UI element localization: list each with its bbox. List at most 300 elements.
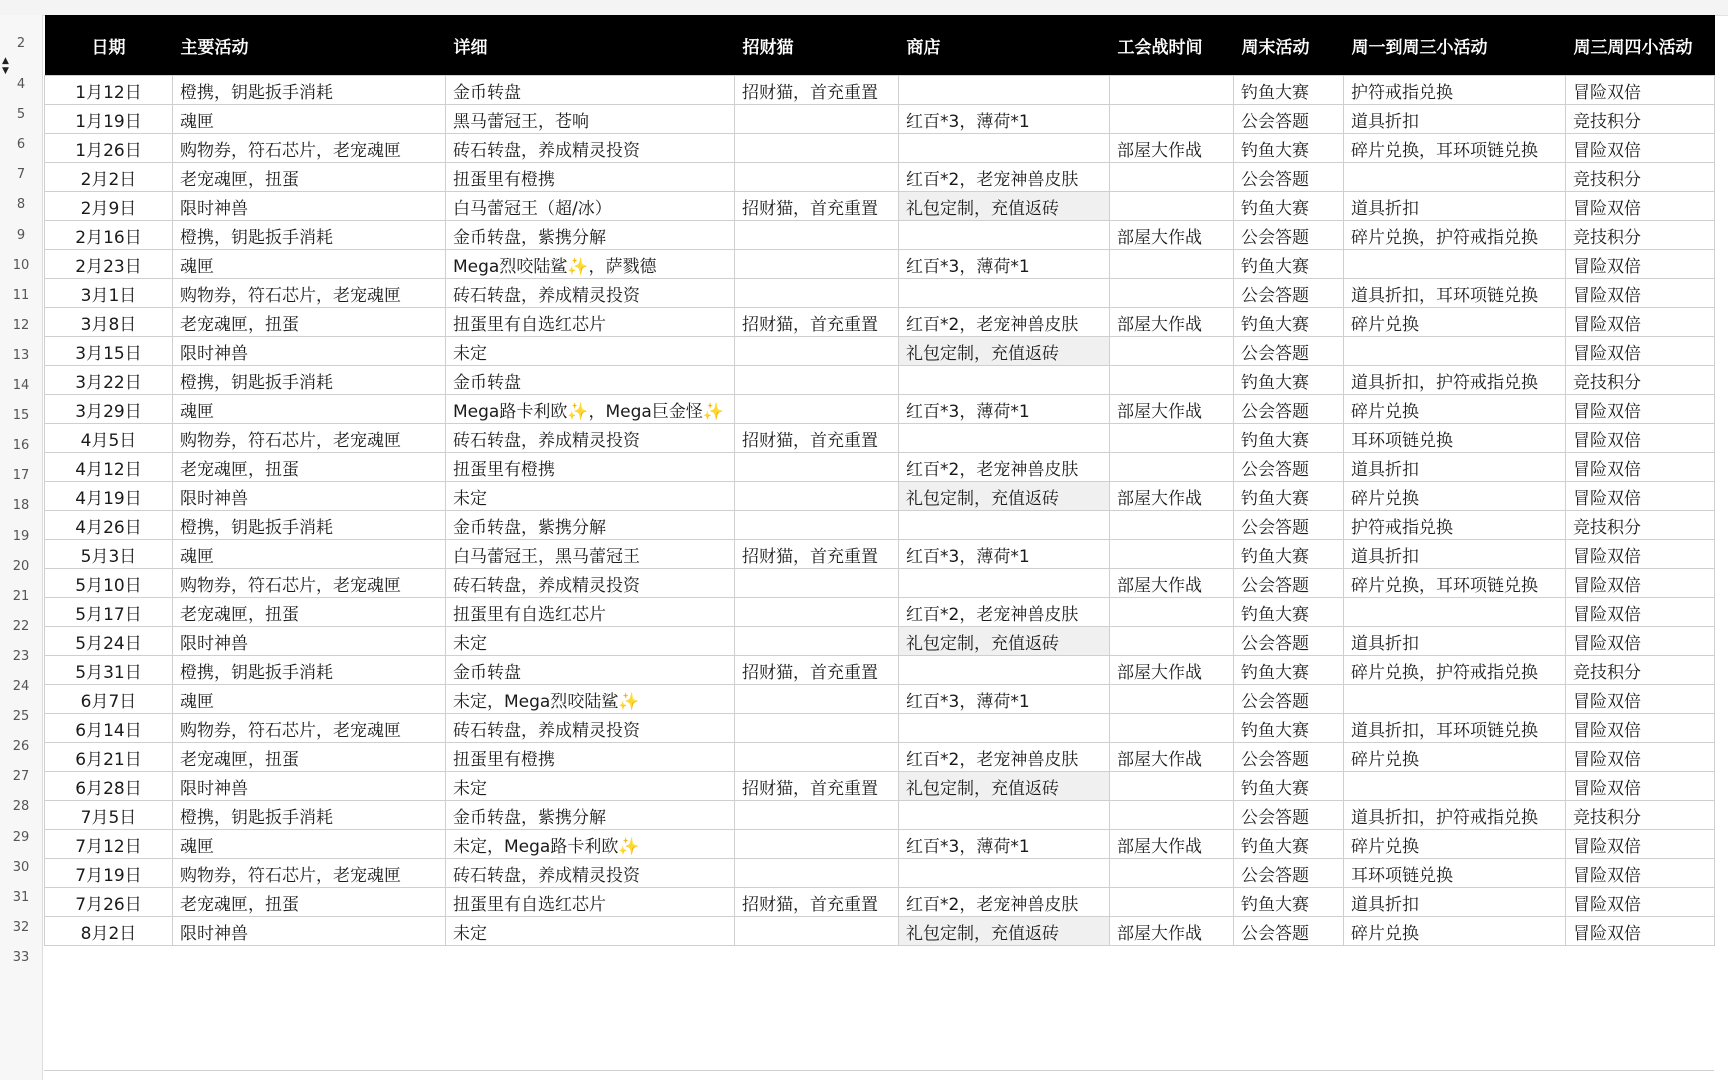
date-cell[interactable]: 4月12日 <box>45 453 173 482</box>
row-number[interactable]: 33 <box>12 949 30 965</box>
guild-war-cell[interactable] <box>1110 250 1234 279</box>
main-activity-cell[interactable]: 魂匣 <box>173 685 446 714</box>
mon-wed-cell[interactable]: 碎片兑换 <box>1344 395 1566 424</box>
date-cell[interactable]: 3月22日 <box>45 366 173 395</box>
guild-war-cell[interactable] <box>1110 163 1234 192</box>
shop-cell[interactable]: 礼包定制，充值返砖 <box>899 337 1110 366</box>
guild-war-cell[interactable]: 部屋大作战 <box>1110 656 1234 685</box>
shop-cell[interactable]: 红百*2，老宠神兽皮肤 <box>899 453 1110 482</box>
shop-cell[interactable]: 红百*3，薄荷*1 <box>899 830 1110 859</box>
mon-wed-cell[interactable]: 道具折扣 <box>1344 453 1566 482</box>
date-cell[interactable]: 4月26日 <box>45 511 173 540</box>
mon-wed-cell[interactable]: 道具折扣，耳环项链兑换 <box>1344 279 1566 308</box>
shop-cell[interactable]: 红百*3，薄荷*1 <box>899 105 1110 134</box>
details-cell[interactable]: 扭蛋里有橙携 <box>446 743 735 772</box>
weekend-cell[interactable]: 公会答题 <box>1234 221 1344 250</box>
main-activity-cell[interactable]: 购物券，符石芯片，老宠魂匣 <box>173 279 446 308</box>
main-activity-cell[interactable]: 老宠魂匣，扭蛋 <box>173 888 446 917</box>
shop-cell[interactable]: 红百*3，薄荷*1 <box>899 685 1110 714</box>
mon-wed-cell[interactable]: 耳环项链兑换 <box>1344 859 1566 888</box>
guild-war-cell[interactable] <box>1110 76 1234 105</box>
weekend-cell[interactable]: 钓鱼大赛 <box>1234 714 1344 743</box>
guild-war-cell[interactable]: 部屋大作战 <box>1110 743 1234 772</box>
shop-cell[interactable]: 礼包定制，充值返砖 <box>899 772 1110 801</box>
shop-cell[interactable]: 红百*3，薄荷*1 <box>899 250 1110 279</box>
table-row[interactable] <box>45 192 1715 221</box>
mon-wed-cell[interactable]: 碎片兑换 <box>1344 482 1566 511</box>
date-cell[interactable]: 1月19日 <box>45 105 173 134</box>
row-number[interactable]: 10 <box>12 257 30 273</box>
shop-cell[interactable]: 红百*2，老宠神兽皮肤 <box>899 743 1110 772</box>
header-guild-war-time[interactable]: 工会战时间 <box>1110 15 1234 76</box>
guild-war-cell[interactable]: 部屋大作战 <box>1110 221 1234 250</box>
main-activity-cell[interactable]: 购物券，符石芯片，老宠魂匣 <box>173 859 446 888</box>
weekend-cell[interactable]: 公会答题 <box>1234 453 1344 482</box>
main-activity-cell[interactable]: 老宠魂匣，扭蛋 <box>173 743 446 772</box>
weekend-cell[interactable]: 钓鱼大赛 <box>1234 772 1344 801</box>
weekend-cell[interactable]: 钓鱼大赛 <box>1234 540 1344 569</box>
shop-cell[interactable] <box>899 714 1110 743</box>
shop-cell[interactable] <box>899 221 1110 250</box>
mon-wed-cell[interactable]: 道具折扣 <box>1344 192 1566 221</box>
date-cell[interactable]: 2月23日 <box>45 250 173 279</box>
date-cell[interactable]: 6月28日 <box>45 772 173 801</box>
main-activity-cell[interactable]: 橙携，钥匙扳手消耗 <box>173 511 446 540</box>
main-activity-cell[interactable]: 限时神兽 <box>173 192 446 221</box>
row-number[interactable]: 27 <box>12 769 30 785</box>
lucky-cat-cell[interactable] <box>735 917 899 946</box>
wed-thu-cell[interactable]: 竞技积分 <box>1566 221 1715 250</box>
main-activity-cell[interactable]: 限时神兽 <box>173 772 446 801</box>
details-cell[interactable]: 砖石转盘，养成精灵投资 <box>446 279 735 308</box>
details-cell[interactable]: 金币转盘，紫携分解 <box>446 221 735 250</box>
date-cell[interactable]: 6月7日 <box>45 685 173 714</box>
lucky-cat-cell[interactable] <box>735 685 899 714</box>
details-cell[interactable]: 扭蛋里有自选红芯片 <box>446 888 735 917</box>
weekend-cell[interactable]: 公会答题 <box>1234 801 1344 830</box>
details-cell[interactable]: 未定，Mega烈咬陆鲨✨ <box>446 685 735 714</box>
mon-wed-cell[interactable]: 道具折扣 <box>1344 105 1566 134</box>
row-number[interactable]: 31 <box>12 889 30 905</box>
main-activity-cell[interactable]: 购物券，符石芯片，老宠魂匣 <box>173 714 446 743</box>
main-activity-cell[interactable]: 老宠魂匣，扭蛋 <box>173 453 446 482</box>
lucky-cat-cell[interactable] <box>735 859 899 888</box>
wed-thu-cell[interactable]: 冒险双倍 <box>1566 598 1715 627</box>
weekend-cell[interactable]: 公会答题 <box>1234 685 1344 714</box>
main-activity-cell[interactable]: 橙携，钥匙扳手消耗 <box>173 366 446 395</box>
guild-war-cell[interactable] <box>1110 424 1234 453</box>
date-cell[interactable]: 6月21日 <box>45 743 173 772</box>
main-activity-cell[interactable]: 魂匣 <box>173 250 446 279</box>
table-row[interactable] <box>45 221 1715 250</box>
mon-wed-cell[interactable] <box>1344 250 1566 279</box>
wed-thu-cell[interactable]: 冒险双倍 <box>1566 279 1715 308</box>
main-activity-cell[interactable]: 魂匣 <box>173 105 446 134</box>
table-row[interactable] <box>45 308 1715 337</box>
details-cell[interactable]: 砖石转盘，养成精灵投资 <box>446 424 735 453</box>
shop-cell[interactable] <box>899 569 1110 598</box>
row-number[interactable]: 22 <box>12 618 30 634</box>
lucky-cat-cell[interactable] <box>735 250 899 279</box>
row-number[interactable]: 21 <box>12 588 30 604</box>
table-row[interactable] <box>45 888 1715 917</box>
details-cell[interactable]: 白马蕾冠王，黑马蕾冠王 <box>446 540 735 569</box>
wed-thu-cell[interactable]: 冒险双倍 <box>1566 337 1715 366</box>
shop-cell[interactable] <box>899 656 1110 685</box>
mon-wed-cell[interactable]: 护符戒指兑换 <box>1344 511 1566 540</box>
date-cell[interactable]: 2月9日 <box>45 192 173 221</box>
wed-thu-cell[interactable]: 冒险双倍 <box>1566 743 1715 772</box>
header-lucky-cat[interactable]: 招财猫 <box>735 15 899 76</box>
date-cell[interactable]: 5月31日 <box>45 656 173 685</box>
details-cell[interactable]: 金币转盘，紫携分解 <box>446 801 735 830</box>
mon-wed-cell[interactable]: 碎片兑换 <box>1344 830 1566 859</box>
mon-wed-cell[interactable]: 道具折扣 <box>1344 888 1566 917</box>
date-cell[interactable]: 4月19日 <box>45 482 173 511</box>
mon-wed-cell[interactable]: 道具折扣 <box>1344 540 1566 569</box>
guild-war-cell[interactable]: 部屋大作战 <box>1110 917 1234 946</box>
guild-war-cell[interactable] <box>1110 511 1234 540</box>
weekend-cell[interactable]: 公会答题 <box>1234 163 1344 192</box>
lucky-cat-cell[interactable] <box>735 569 899 598</box>
shop-cell[interactable] <box>899 366 1110 395</box>
main-activity-cell[interactable]: 限时神兽 <box>173 917 446 946</box>
wed-thu-cell[interactable]: 冒险双倍 <box>1566 830 1715 859</box>
lucky-cat-cell[interactable] <box>735 511 899 540</box>
guild-war-cell[interactable] <box>1110 105 1234 134</box>
shop-cell[interactable]: 红百*2，老宠神兽皮肤 <box>899 308 1110 337</box>
details-cell[interactable]: Mega烈咬陆鲨✨，萨戮德 <box>446 250 735 279</box>
weekend-cell[interactable]: 公会答题 <box>1234 337 1344 366</box>
date-cell[interactable]: 2月16日 <box>45 221 173 250</box>
mon-wed-cell[interactable]: 碎片兑换，耳环项链兑换 <box>1344 569 1566 598</box>
weekend-cell[interactable]: 钓鱼大赛 <box>1234 76 1344 105</box>
row-number[interactable]: 16 <box>12 438 30 454</box>
details-cell[interactable]: 未定 <box>446 337 735 366</box>
guild-war-cell[interactable]: 部屋大作战 <box>1110 830 1234 859</box>
table-row[interactable] <box>45 250 1715 279</box>
table-row[interactable] <box>45 76 1715 105</box>
guild-war-cell[interactable] <box>1110 366 1234 395</box>
table-row[interactable] <box>45 540 1715 569</box>
lucky-cat-cell[interactable] <box>735 366 899 395</box>
row-number[interactable]: 13 <box>12 347 30 363</box>
details-cell[interactable]: 未定 <box>446 627 735 656</box>
table-row[interactable] <box>45 627 1715 656</box>
weekend-cell[interactable]: 公会答题 <box>1234 279 1344 308</box>
table-row[interactable] <box>45 714 1715 743</box>
row-number[interactable]: 28 <box>12 799 30 815</box>
mon-wed-cell[interactable] <box>1344 772 1566 801</box>
lucky-cat-cell[interactable] <box>735 743 899 772</box>
wed-thu-cell[interactable]: 冒险双倍 <box>1566 76 1715 105</box>
lucky-cat-cell[interactable]: 招财猫，首充重置 <box>735 888 899 917</box>
lucky-cat-cell[interactable]: 招财猫，首充重置 <box>735 772 899 801</box>
mon-wed-cell[interactable]: 道具折扣，护符戒指兑换 <box>1344 366 1566 395</box>
wed-thu-cell[interactable]: 冒险双倍 <box>1566 453 1715 482</box>
header-mon-wed-activity[interactable]: 周一到周三小活动 <box>1344 15 1566 76</box>
wed-thu-cell[interactable]: 冒险双倍 <box>1566 685 1715 714</box>
wed-thu-cell[interactable]: 冒险双倍 <box>1566 482 1715 511</box>
lucky-cat-cell[interactable] <box>735 453 899 482</box>
guild-war-cell[interactable] <box>1110 888 1234 917</box>
row-number[interactable]: 8 <box>16 197 26 213</box>
guild-war-cell[interactable] <box>1110 801 1234 830</box>
guild-war-cell[interactable] <box>1110 772 1234 801</box>
row-number[interactable]: 7 <box>16 167 26 183</box>
details-cell[interactable]: Mega路卡利欧✨，Mega巨金怪✨ <box>446 395 735 424</box>
lucky-cat-cell[interactable]: 招财猫，首充重置 <box>735 76 899 105</box>
row-number[interactable]: 32 <box>12 919 30 935</box>
table-row[interactable] <box>45 163 1715 192</box>
date-cell[interactable]: 5月17日 <box>45 598 173 627</box>
row-number[interactable]: 2 <box>16 36 26 51</box>
date-cell[interactable]: 5月24日 <box>45 627 173 656</box>
row-number[interactable]: 20 <box>12 558 30 574</box>
main-activity-cell[interactable]: 限时神兽 <box>173 482 446 511</box>
details-cell[interactable]: 扭蛋里有自选红芯片 <box>446 598 735 627</box>
shop-cell[interactable] <box>899 424 1110 453</box>
shop-cell[interactable]: 礼包定制，充值返砖 <box>899 627 1110 656</box>
table-row[interactable] <box>45 830 1715 859</box>
lucky-cat-cell[interactable] <box>735 482 899 511</box>
details-cell[interactable]: 未定 <box>446 482 735 511</box>
table-row[interactable] <box>45 685 1715 714</box>
lucky-cat-cell[interactable]: 招财猫，首充重置 <box>735 308 899 337</box>
guild-war-cell[interactable] <box>1110 714 1234 743</box>
details-cell[interactable]: 砖石转盘，养成精灵投资 <box>446 714 735 743</box>
date-cell[interactable]: 5月10日 <box>45 569 173 598</box>
wed-thu-cell[interactable]: 冒险双倍 <box>1566 395 1715 424</box>
details-cell[interactable]: 金币转盘 <box>446 656 735 685</box>
shop-cell[interactable]: 礼包定制，充值返砖 <box>899 192 1110 221</box>
wed-thu-cell[interactable]: 冒险双倍 <box>1566 569 1715 598</box>
header-main-activity[interactable]: 主要活动 <box>173 15 446 76</box>
lucky-cat-cell[interactable]: 招财猫，首充重置 <box>735 424 899 453</box>
wed-thu-cell[interactable]: 竞技积分 <box>1566 105 1715 134</box>
main-activity-cell[interactable]: 购物券，符石芯片，老宠魂匣 <box>173 569 446 598</box>
wed-thu-cell[interactable]: 冒险双倍 <box>1566 540 1715 569</box>
wed-thu-cell[interactable]: 竞技积分 <box>1566 656 1715 685</box>
table-row[interactable] <box>45 656 1715 685</box>
main-activity-cell[interactable]: 魂匣 <box>173 395 446 424</box>
mon-wed-cell[interactable]: 碎片兑换 <box>1344 917 1566 946</box>
wed-thu-cell[interactable]: 冒险双倍 <box>1566 917 1715 946</box>
row-number[interactable]: 14 <box>12 378 30 393</box>
wed-thu-cell[interactable]: 竞技积分 <box>1566 801 1715 830</box>
guild-war-cell[interactable] <box>1110 685 1234 714</box>
mon-wed-cell[interactable]: 碎片兑换 <box>1344 308 1566 337</box>
mon-wed-cell[interactable]: 道具折扣 <box>1344 627 1566 656</box>
weekend-cell[interactable]: 钓鱼大赛 <box>1234 192 1344 221</box>
row-number[interactable]: 29 <box>12 829 30 845</box>
row-number[interactable]: 11 <box>12 287 30 303</box>
guild-war-cell[interactable] <box>1110 627 1234 656</box>
lucky-cat-cell[interactable]: 招财猫，首充重置 <box>735 540 899 569</box>
lucky-cat-cell[interactable] <box>735 714 899 743</box>
row-number[interactable]: 15 <box>12 408 30 424</box>
lucky-cat-cell[interactable]: 招财猫，首充重置 <box>735 192 899 221</box>
table-row[interactable] <box>45 569 1715 598</box>
weekend-cell[interactable]: 钓鱼大赛 <box>1234 482 1344 511</box>
shop-cell[interactable] <box>899 511 1110 540</box>
shop-cell[interactable]: 礼包定制，充值返砖 <box>899 917 1110 946</box>
details-cell[interactable]: 未定，Mega路卡利欧✨ <box>446 830 735 859</box>
date-cell[interactable]: 3月15日 <box>45 337 173 366</box>
guild-war-cell[interactable]: 部屋大作战 <box>1110 569 1234 598</box>
lucky-cat-cell[interactable] <box>735 598 899 627</box>
shop-cell[interactable]: 红百*2，老宠神兽皮肤 <box>899 598 1110 627</box>
lucky-cat-cell[interactable] <box>735 163 899 192</box>
date-cell[interactable]: 7月5日 <box>45 801 173 830</box>
header-weekend-activity[interactable]: 周末活动 <box>1234 15 1344 76</box>
guild-war-cell[interactable]: 部屋大作战 <box>1110 308 1234 337</box>
lucky-cat-cell[interactable] <box>735 105 899 134</box>
row-number[interactable]: 6 <box>16 137 26 153</box>
details-cell[interactable]: 未定 <box>446 917 735 946</box>
date-cell[interactable]: 7月12日 <box>45 830 173 859</box>
mon-wed-cell[interactable]: 碎片兑换，耳环项链兑换 <box>1344 134 1566 163</box>
row-number[interactable]: 19 <box>12 528 30 544</box>
main-activity-cell[interactable]: 限时神兽 <box>173 337 446 366</box>
shop-cell[interactable] <box>899 801 1110 830</box>
weekend-cell[interactable]: 钓鱼大赛 <box>1234 656 1344 685</box>
table-row[interactable] <box>45 511 1715 540</box>
weekend-cell[interactable]: 公会答题 <box>1234 569 1344 598</box>
shop-cell[interactable]: 礼包定制，充值返砖 <box>899 482 1110 511</box>
row-number[interactable]: 24 <box>12 679 30 694</box>
details-cell[interactable]: 金币转盘 <box>446 76 735 105</box>
details-cell[interactable]: 扭蛋里有橙携 <box>446 163 735 192</box>
table-row[interactable] <box>45 772 1715 801</box>
wed-thu-cell[interactable]: 冒险双倍 <box>1566 714 1715 743</box>
guild-war-cell[interactable]: 部屋大作战 <box>1110 134 1234 163</box>
row-number[interactable]: 30 <box>12 859 30 875</box>
lucky-cat-cell[interactable] <box>735 801 899 830</box>
row-number[interactable]: 4 <box>16 77 26 92</box>
shop-cell[interactable]: 红百*2，老宠神兽皮肤 <box>899 163 1110 192</box>
weekend-cell[interactable]: 钓鱼大赛 <box>1234 134 1344 163</box>
wed-thu-cell[interactable]: 竞技积分 <box>1566 366 1715 395</box>
main-activity-cell[interactable]: 橙携，钥匙扳手消耗 <box>173 76 446 105</box>
shop-cell[interactable] <box>899 279 1110 308</box>
shop-cell[interactable]: 红百*3，薄荷*1 <box>899 540 1110 569</box>
mon-wed-cell[interactable] <box>1344 598 1566 627</box>
wed-thu-cell[interactable]: 冒险双倍 <box>1566 772 1715 801</box>
guild-war-cell[interactable]: 部屋大作战 <box>1110 395 1234 424</box>
table-row[interactable] <box>45 801 1715 830</box>
weekend-cell[interactable]: 钓鱼大赛 <box>1234 888 1344 917</box>
table-row[interactable] <box>45 453 1715 482</box>
lucky-cat-cell[interactable] <box>735 134 899 163</box>
shop-cell[interactable] <box>899 76 1110 105</box>
weekend-cell[interactable]: 钓鱼大赛 <box>1234 830 1344 859</box>
details-cell[interactable]: 砖石转盘，养成精灵投资 <box>446 569 735 598</box>
date-cell[interactable]: 1月26日 <box>45 134 173 163</box>
main-activity-cell[interactable]: 橙携，钥匙扳手消耗 <box>173 656 446 685</box>
main-activity-cell[interactable]: 限时神兽 <box>173 627 446 656</box>
table-row[interactable] <box>45 859 1715 888</box>
weekend-cell[interactable]: 钓鱼大赛 <box>1234 308 1344 337</box>
weekend-cell[interactable]: 公会答题 <box>1234 627 1344 656</box>
wed-thu-cell[interactable]: 冒险双倍 <box>1566 250 1715 279</box>
weekend-cell[interactable]: 公会答题 <box>1234 743 1344 772</box>
lucky-cat-cell[interactable] <box>735 279 899 308</box>
wed-thu-cell[interactable]: 冒险双倍 <box>1566 424 1715 453</box>
details-cell[interactable]: 黑马蕾冠王，苍响 <box>446 105 735 134</box>
row-number[interactable]: 23 <box>12 648 30 664</box>
mon-wed-cell[interactable]: 碎片兑换，护符戒指兑换 <box>1344 656 1566 685</box>
guild-war-cell[interactable] <box>1110 540 1234 569</box>
table-row[interactable] <box>45 743 1715 772</box>
lucky-cat-cell[interactable]: 招财猫，首充重置 <box>735 656 899 685</box>
guild-war-cell[interactable] <box>1110 279 1234 308</box>
main-activity-cell[interactable]: 购物券，符石芯片，老宠魂匣 <box>173 134 446 163</box>
row-number[interactable]: 12 <box>12 317 30 333</box>
weekend-cell[interactable]: 公会答题 <box>1234 917 1344 946</box>
weekend-cell[interactable]: 公会答题 <box>1234 395 1344 424</box>
guild-war-cell[interactable] <box>1110 859 1234 888</box>
details-cell[interactable]: 金币转盘 <box>446 366 735 395</box>
wed-thu-cell[interactable]: 竞技积分 <box>1566 511 1715 540</box>
weekend-cell[interactable]: 公会答题 <box>1234 511 1344 540</box>
details-cell[interactable]: 砖石转盘，养成精灵投资 <box>446 134 735 163</box>
mon-wed-cell[interactable] <box>1344 337 1566 366</box>
details-cell[interactable]: 扭蛋里有橙携 <box>446 453 735 482</box>
table-row[interactable] <box>45 134 1715 163</box>
header-date[interactable]: 日期 <box>45 15 173 76</box>
main-activity-cell[interactable]: 购物券，符石芯片，老宠魂匣 <box>173 424 446 453</box>
table-row[interactable] <box>45 366 1715 395</box>
lucky-cat-cell[interactable] <box>735 337 899 366</box>
row-number[interactable]: 25 <box>12 709 30 725</box>
details-cell[interactable]: 金币转盘，紫携分解 <box>446 511 735 540</box>
mon-wed-cell[interactable]: 碎片兑换，护符戒指兑换 <box>1344 221 1566 250</box>
table-row[interactable] <box>45 424 1715 453</box>
weekend-cell[interactable]: 钓鱼大赛 <box>1234 250 1344 279</box>
weekend-cell[interactable]: 公会答题 <box>1234 859 1344 888</box>
table-row[interactable] <box>45 337 1715 366</box>
lucky-cat-cell[interactable] <box>735 395 899 424</box>
date-cell[interactable]: 3月1日 <box>45 279 173 308</box>
row-number[interactable]: 26 <box>12 739 30 755</box>
guild-war-cell[interactable] <box>1110 453 1234 482</box>
header-wed-thu-activity[interactable]: 周三周四小活动 <box>1566 15 1715 76</box>
mon-wed-cell[interactable]: 耳环项链兑换 <box>1344 424 1566 453</box>
main-activity-cell[interactable]: 橙携，钥匙扳手消耗 <box>173 221 446 250</box>
weekend-cell[interactable]: 钓鱼大赛 <box>1234 366 1344 395</box>
shop-cell[interactable] <box>899 134 1110 163</box>
guild-war-cell[interactable] <box>1110 598 1234 627</box>
date-cell[interactable]: 5月3日 <box>45 540 173 569</box>
mon-wed-cell[interactable]: 护符戒指兑换 <box>1344 76 1566 105</box>
date-cell[interactable]: 7月26日 <box>45 888 173 917</box>
details-cell[interactable]: 白马蕾冠王（超/冰） <box>446 192 735 221</box>
main-activity-cell[interactable]: 老宠魂匣，扭蛋 <box>173 598 446 627</box>
header-details[interactable]: 详细 <box>446 15 735 76</box>
table-row[interactable] <box>45 598 1715 627</box>
row-number[interactable]: 17 <box>12 468 30 484</box>
wed-thu-cell[interactable]: 冒险双倍 <box>1566 888 1715 917</box>
weekend-cell[interactable]: 钓鱼大赛 <box>1234 598 1344 627</box>
date-cell[interactable]: 8月2日 <box>45 917 173 946</box>
table-row[interactable] <box>45 395 1715 424</box>
wed-thu-cell[interactable]: 冒险双倍 <box>1566 134 1715 163</box>
wed-thu-cell[interactable]: 冒险双倍 <box>1566 192 1715 221</box>
shop-cell[interactable]: 红百*2，老宠神兽皮肤 <box>899 888 1110 917</box>
date-cell[interactable]: 3月29日 <box>45 395 173 424</box>
table-row[interactable] <box>45 482 1715 511</box>
